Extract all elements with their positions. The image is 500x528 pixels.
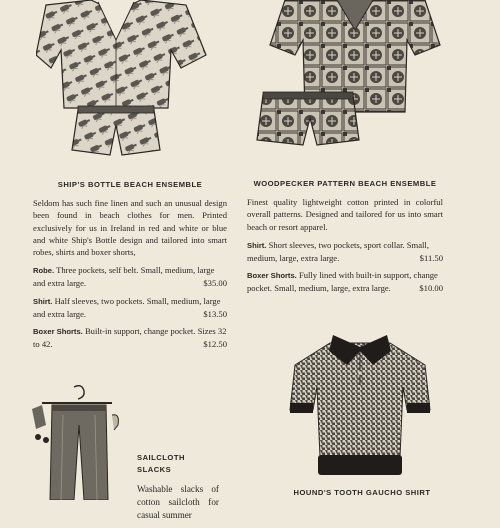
ships-bottle-robe [33, 264, 227, 289]
woodpecker-ensemble-illustration [255, 0, 455, 165]
item-label: Shirt. [33, 296, 53, 306]
gaucho-title: HOUND'S TOOTH GAUCHO SHIRT [293, 488, 431, 497]
woodpecker-text [247, 178, 443, 300]
item-text: Three pockets, self belt. Small, medium, large and extra large. [33, 265, 215, 289]
item-price: $13.50 [203, 308, 227, 319]
item-price: $11.50 [419, 253, 443, 264]
woodpecker-description: Finest quality lightweight cotton printed in colorful overall patterns. Designed and tailored for us into smart beach or resort apparel. [247, 197, 443, 232]
item-text: Short sleeves, two pockets, sport collar. Small, medium, large, extra large. [247, 239, 429, 264]
gaucho-text [262, 487, 462, 505]
ships-bottle-ensemble-illustration [36, 0, 216, 165]
sailcloth-slacks-title: SAILCLOTH SLACKS [137, 453, 185, 475]
item-text: Built-in support, change pocket. Sizes 32 to 42. [33, 326, 227, 350]
item-label: Boxer Shorts. [33, 327, 83, 337]
ships-bottle-shirt [33, 295, 227, 320]
item-price: $35.00 [203, 278, 227, 289]
item-label: Robe. [33, 266, 55, 276]
item-price: $10.00 [419, 283, 443, 294]
ships-bottle-shorts [33, 325, 227, 350]
ships-bottle-description: Seldom has such fine linen and such an unusual design been found in beach clothes for men. Printed exclusively for us in Ireland in red and white or blue and white Ship's Bottle design and tailored into smart robes, shirts and boxer shorts, [33, 198, 227, 258]
item-text: Half sleeves, two pockets. Small, medium, large and extra large. [33, 295, 221, 319]
woodpecker-shirt [247, 239, 443, 264]
woodpecker-shorts [247, 269, 443, 294]
gaucho-shirt-illustration [285, 325, 435, 480]
ships-bottle-title: SHIP'S BOTTLE BEACH ENSEMBLE [57, 180, 203, 189]
item-text: Fully lined with built-in support, change pocket. Small, medium, large, extra large. [247, 270, 438, 294]
woodpecker-title: WOODPECKER PATTERN BEACH ENSEMBLE [253, 179, 437, 188]
sailcloth-slacks-description: Washable slacks of cotton sailcloth for casual summer [137, 484, 219, 521]
item-price: $12.50 [203, 339, 227, 350]
item-label: Shirt. [247, 240, 267, 250]
ships-bottle-text [33, 179, 227, 355]
sailcloth-slacks-text [137, 452, 219, 528]
sailcloth-slacks-illustration [30, 385, 125, 500]
item-label: Boxer Shorts. [247, 271, 297, 281]
